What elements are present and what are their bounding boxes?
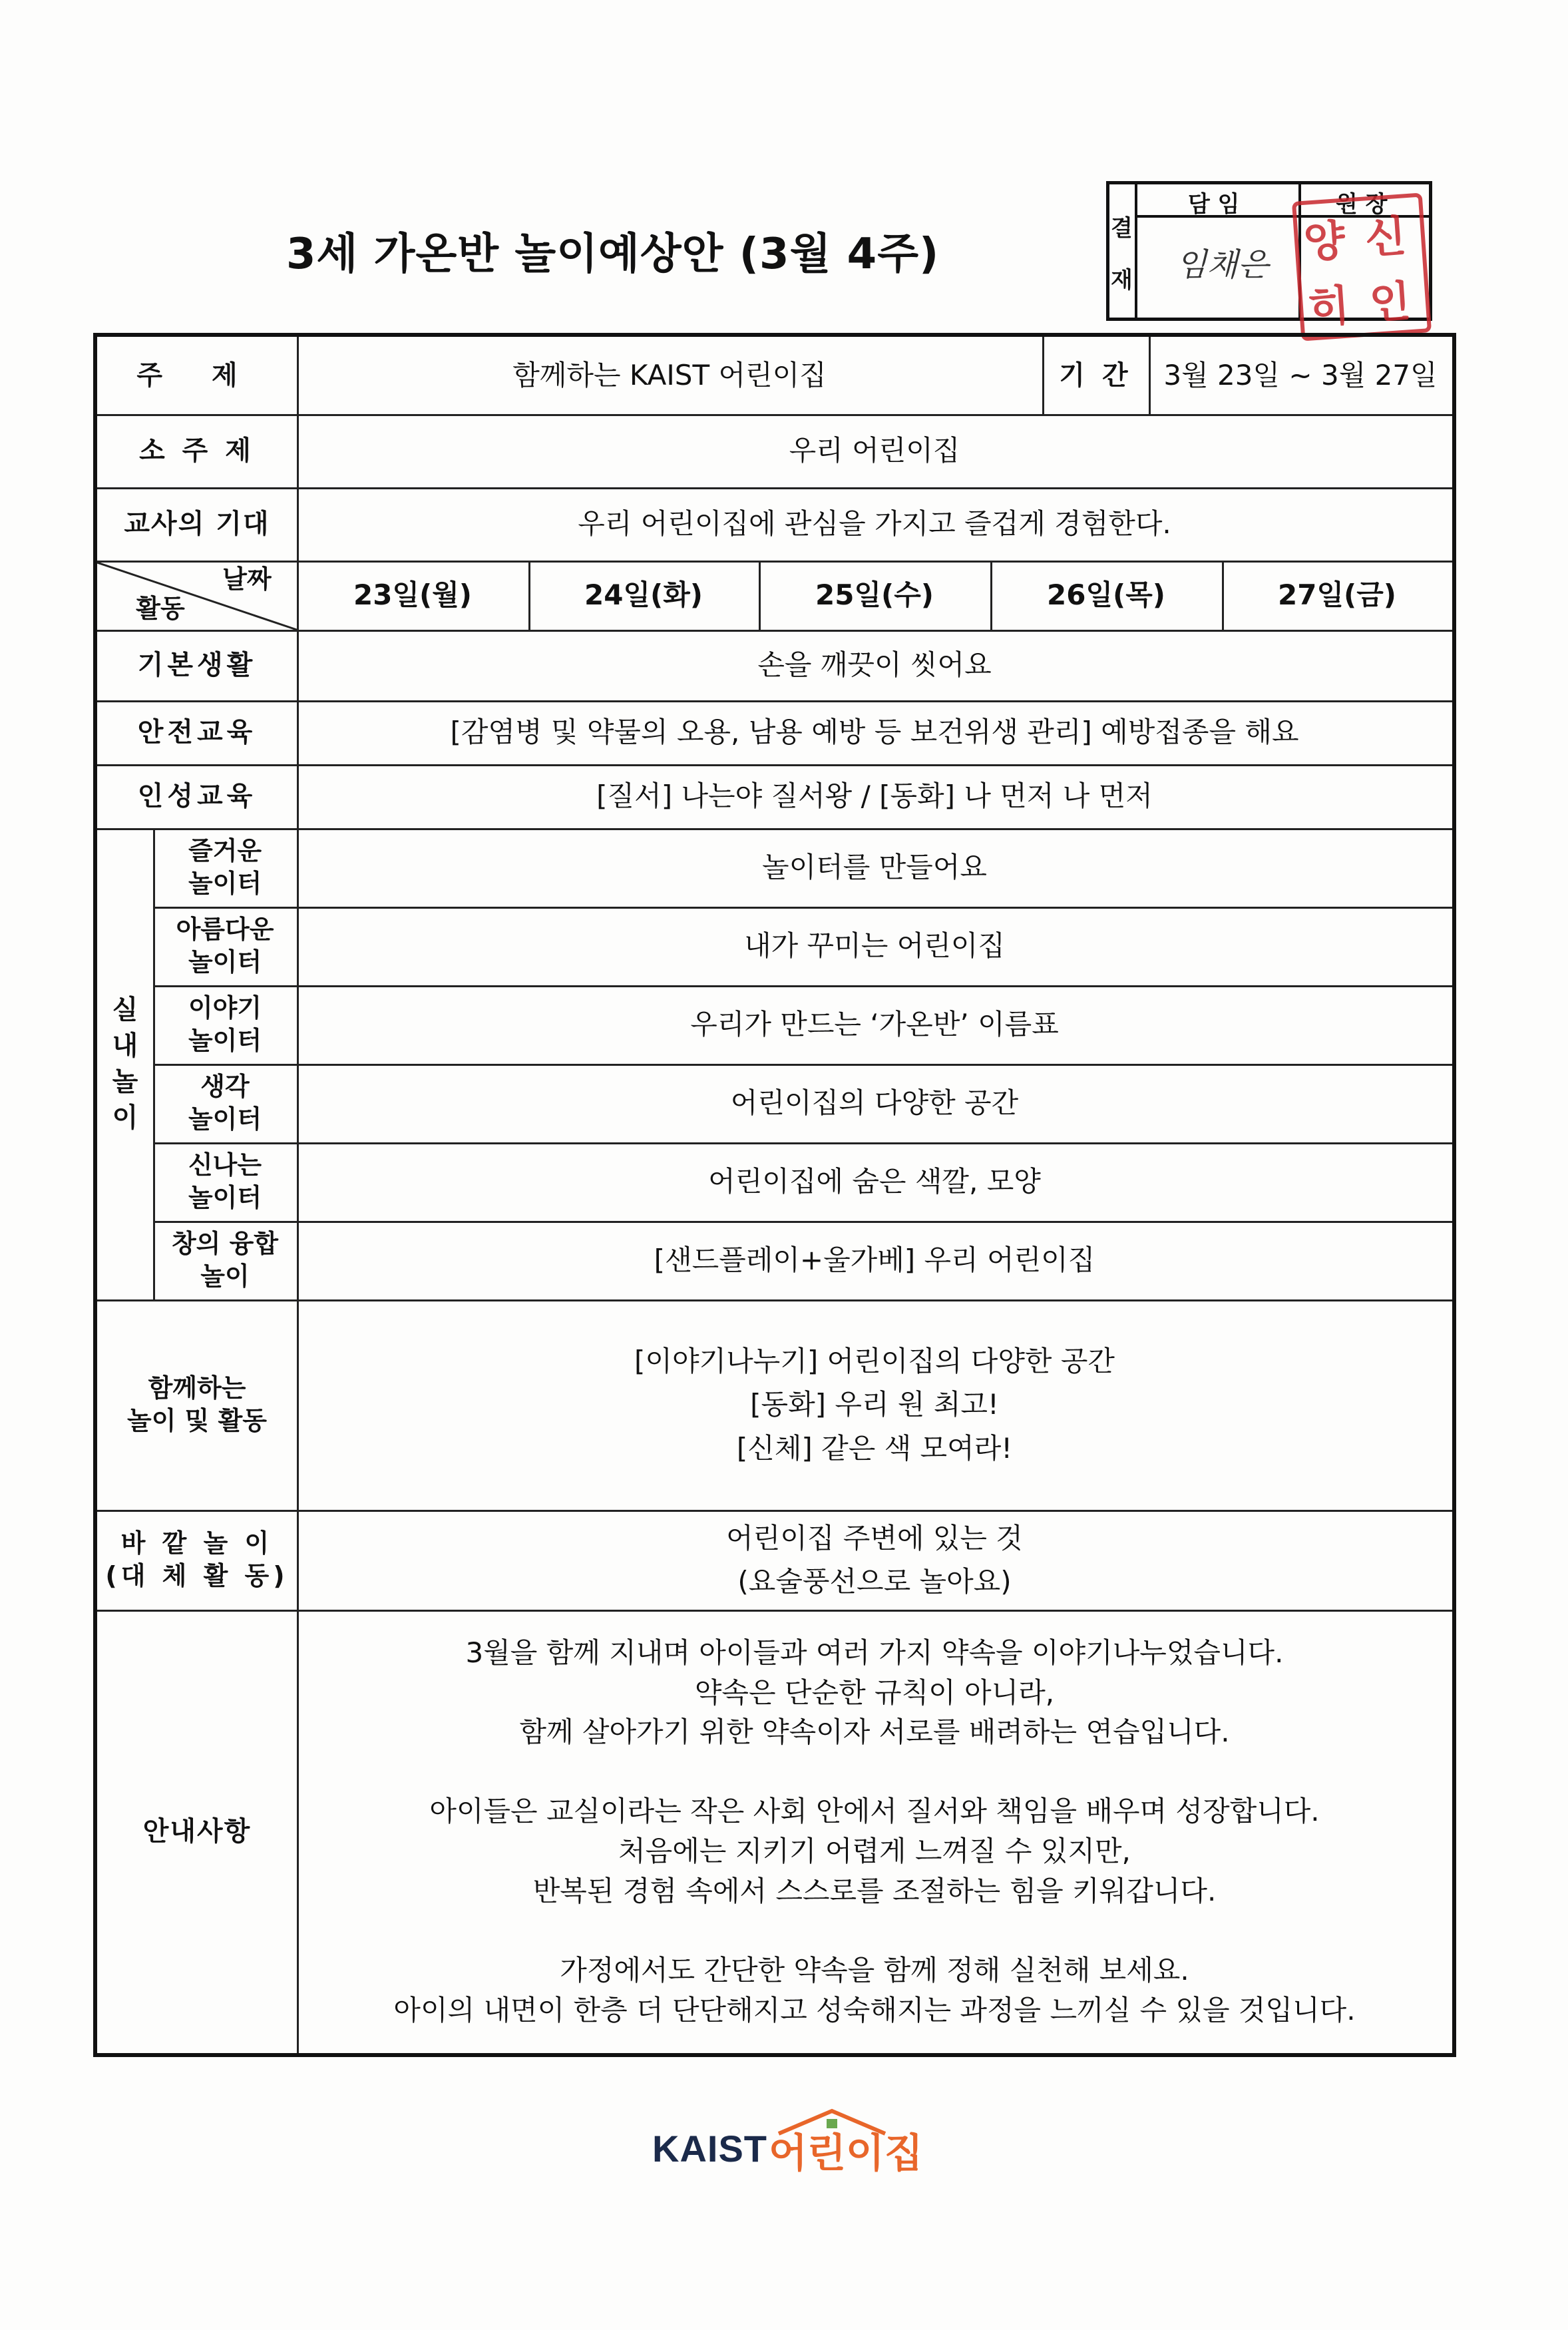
teacher-expectation-value: 우리 어린이집에 관심을 가지고 즐겁게 경험한다. (578, 507, 1171, 540)
day-header: 23일(월) (353, 578, 472, 611)
outdoor-label: 바 깥 놀 이 (대 체 활 동) (105, 1528, 289, 1590)
safety-value: [감염병 및 약물의 오용, 남용 예방 등 보건위생 관리] 예방접종을 해요 (450, 715, 1299, 748)
day-header: 27일(금) (1278, 578, 1396, 611)
approval-teacher-label: 담 임 (1188, 191, 1240, 218)
topic-label: 주 제 (136, 360, 258, 391)
indoor-row-label: 이야기 놀이터 (188, 993, 262, 1055)
basic-life-value: 손을 깨끗이 씻어요 (757, 648, 992, 681)
corner-label-date: 날짜 (222, 565, 272, 594)
indoor-row-value: 내가 꾸미는 어린이집 (744, 929, 1005, 962)
character-value: [질서] 나는야 질서왕 / [동화] 나 먼저 나 먼저 (596, 779, 1153, 812)
indoor-row-value: 어린이집에 숨은 색깔, 모양 (708, 1164, 1041, 1198)
indoor-row-value: 놀이터를 만들어요 (762, 850, 987, 883)
indoor-row-value: 우리가 만드는 ‘가온반’ 이름표 (690, 1007, 1059, 1041)
basic-life-label: 기본생활 (137, 650, 257, 680)
notice-text: 3월을 함께 지내며 아이들과 여러 가지 약속을 이야기나누었습니다. 약속은 단순한 규칙이 아니라, 함께 살아가기 위한 약속이자 서로를 배려하는 연습입니다. 아이들은 교실이라는 작은 사회 안에서 질서와 책임을 배우며 성장합니다. 처음에는 지키기 어렵게 느껴질 수 있지만, 반복된 경험 속에서 스스로를 조절하는 힘을 키워갑니다. 가정에서도 간단한 약속을 함께 정해 실천해 보세요. 아이의 내면이 한층 더 단단해지고 성숙해지는 과정을 느끼실 수 있을 것입니다. (393, 1636, 1356, 2026)
corner-label-activity: 활동 (136, 594, 185, 624)
logo-korean-text: 어린이집 (769, 2130, 923, 2177)
logo-latin-text: KAIST (652, 2128, 767, 2170)
indoor-row-label: 즐거운 놀이터 (188, 835, 262, 898)
safety-label: 안전교육 (137, 717, 257, 748)
indoor-row-label: 창의 융합 놀이 (171, 1228, 279, 1291)
teacher-expectation-label: 교사의 기대 (124, 509, 270, 539)
together-activities: [이야기나누기] 어린이집의 다양한 공간 [동화] 우리 원 최고! [신체] 같은 색 모여라! (634, 1345, 1115, 1465)
character-label: 인성교육 (137, 781, 257, 812)
kaist-daycare-logo (652, 2107, 932, 2177)
together-label: 함께하는 놀이 및 활동 (127, 1373, 267, 1435)
outdoor-activities: 어린이집 주변에 있는 것 (요술풍선으로 놀아요) (726, 1521, 1023, 1598)
indoor-row-label: 아름다운 놀이터 (176, 914, 274, 977)
page-title: 3세 가온반 놀이예상안 (3월 4주) (286, 230, 940, 279)
indoor-play-label: 실 내 놀 이 (112, 995, 138, 1133)
teacher-signature: 임채은 (1176, 246, 1269, 284)
day-header: 26일(목) (1047, 578, 1165, 611)
director-seal: 양 신 히 인 (1292, 192, 1432, 341)
approval-director-label: 원 장 (1336, 191, 1388, 218)
indoor-row-label: 생각 놀이터 (188, 1071, 262, 1134)
notice-label: 안내사항 (142, 1816, 252, 1847)
subtopic-value: 우리 어린이집 (789, 433, 960, 467)
day-header: 25일(수) (815, 578, 934, 611)
period-value: 3월 23일 ~ 3월 27일 (1163, 358, 1438, 391)
period-label: 기 간 (1059, 360, 1132, 391)
indoor-row-label: 신나는 놀이터 (188, 1150, 262, 1212)
weekly-plan-table (93, 333, 1456, 2057)
indoor-row-value: [샌드플레이+울가베] 우리 어린이집 (654, 1243, 1095, 1276)
subtopic-label: 소 주 제 (139, 435, 255, 466)
approval-side-label-top: 결 (1111, 215, 1133, 242)
day-header: 24일(화) (584, 578, 703, 611)
indoor-row-value: 어린이집의 다양한 공간 (730, 1086, 1019, 1119)
topic-value: 함께하는 KAIST 어린이집 (512, 358, 827, 391)
approval-side-label-bottom: 재 (1111, 267, 1133, 294)
